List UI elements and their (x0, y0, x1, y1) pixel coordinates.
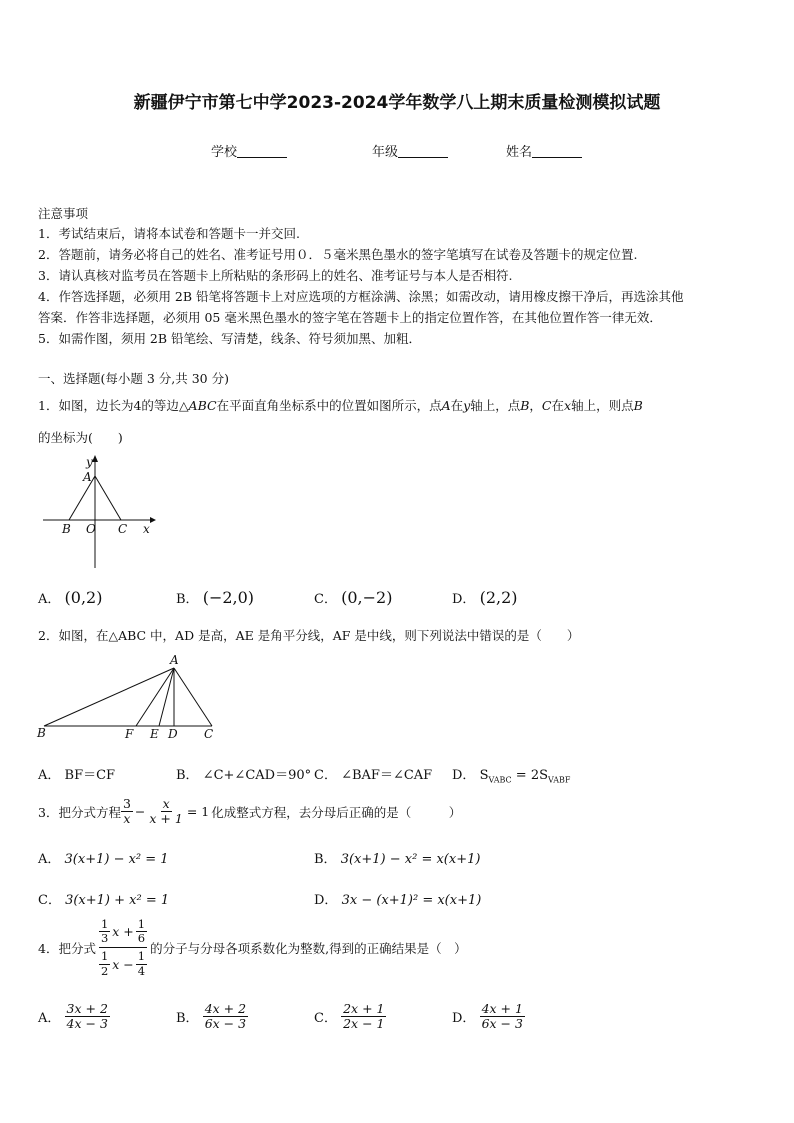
numerator: 4x + 1 (481, 1001, 523, 1016)
q4-denominator (99, 948, 147, 977)
question-1-text-line2: 的坐标为( ) (38, 430, 123, 445)
q1-option-b[interactable] (176, 588, 254, 607)
q3-option-b[interactable] (314, 848, 480, 867)
q3-text-part: 3．把分式方程 (38, 804, 121, 820)
option-subscript: VABC (488, 775, 512, 785)
question-3-text (38, 797, 461, 827)
side-ac (95, 476, 121, 520)
option-label: A． (38, 592, 61, 607)
label-b: B (62, 522, 71, 536)
numerator: 1 (100, 949, 109, 964)
q1-triangle: △ABC (178, 398, 217, 413)
q1-figure (38, 452, 163, 570)
option-value: BF＝CF (64, 768, 116, 783)
label-e: E (150, 727, 159, 741)
x-axis-arrow (150, 517, 156, 523)
question-4-text (38, 918, 467, 978)
q1-point-a: A (441, 398, 451, 413)
q1-option-c[interactable] (314, 588, 392, 607)
q4-compound-fraction (99, 918, 147, 978)
option-label: B． (176, 1011, 199, 1027)
option-value: 3(x+1) + x² = 1 (65, 893, 170, 908)
q1-point-b: B (633, 398, 643, 413)
label-x: x (143, 522, 150, 536)
q2-option-b[interactable] (176, 764, 311, 783)
option-value: (−2,0) (202, 588, 255, 607)
option-label: B． (176, 592, 199, 607)
q1-text-part: 如图，边长为 (58, 398, 134, 413)
q3-option-c[interactable] (38, 889, 169, 908)
label-a: A (170, 653, 179, 667)
denominator: 3 (100, 931, 109, 946)
numerator: x (162, 796, 170, 811)
option-value: ∠C+∠CAD＝90° (202, 768, 312, 783)
option-fraction (341, 1002, 386, 1032)
q3-fraction-2 (147, 797, 184, 827)
notice-item: 5．如需作图，须用 2B 铅笔绘、写清楚，线条、符号须加黑、加粗． (38, 331, 422, 346)
notice-heading: 注意事项 (38, 206, 89, 221)
q3-option-a[interactable] (38, 848, 169, 867)
q1-text-part: 的等边 (141, 398, 179, 413)
q1-text-part: 轴上，则点 (571, 398, 634, 413)
q2-option-a[interactable] (38, 764, 115, 783)
denominator: 4x − 3 (66, 1016, 108, 1032)
q2-option-d[interactable] (452, 764, 570, 785)
option-subscript: VABF (548, 775, 571, 785)
q1-axis-y: y (463, 398, 471, 413)
label-c: C (204, 727, 214, 741)
q2-figure (34, 652, 224, 744)
option-value: 3(x+1) − x² = x(x+1) (340, 852, 481, 867)
grade-label: 年级 (372, 145, 399, 160)
option-label: C． (38, 893, 61, 908)
q4-option-a[interactable] (38, 1002, 110, 1032)
label-y: y (86, 455, 93, 469)
section-heading: 一、选择题(每小题 3 分,共 30 分) (38, 371, 229, 386)
grade-blank (398, 145, 448, 158)
option-label: B． (314, 852, 337, 867)
q3-text-part: 化成整式方程，去分母后正确的是（ ） (211, 804, 462, 820)
school-blank (237, 145, 287, 158)
q4-text-part: 的分子与分母各项系数化为整数,得到的正确结果是（ ） (150, 940, 467, 956)
school-field (211, 141, 287, 160)
segment-ac (174, 668, 212, 726)
q1-axis-x: x (564, 398, 572, 413)
numerator: 1 (100, 917, 109, 931)
term: x + (112, 924, 134, 940)
q3-equals: = 1 (186, 804, 210, 820)
option-label: C． (314, 592, 337, 607)
option-label: D． (452, 1011, 476, 1027)
q1-option-d[interactable] (452, 588, 518, 607)
option-value: ∠BAF＝∠CAF (341, 768, 433, 783)
school-label: 学校 (211, 145, 238, 160)
label-d: D (168, 727, 178, 741)
denominator: x + 1 (149, 811, 183, 827)
question-2-text: 2．如图，在△ABC 中，AD 是高，AE 是角平分线，AF 是中线，则下列说法中错误的是（ ） (38, 628, 580, 643)
q1-option-a[interactable] (38, 588, 102, 607)
denominator: 6x − 3 (481, 1016, 523, 1032)
numerator: 3x + 2 (66, 1001, 108, 1016)
q3-operator: − (134, 804, 146, 820)
page-title: 新疆伊宁市第七中学2023-2024学年数学八上期末质量检测模拟试题 (133, 93, 661, 113)
notice-item: 答案．作答非选择题，必须用 05 毫米黑色墨水的签字笔在答题卡上的指定位置作答，在其他位置作答一律无效． (38, 310, 662, 325)
q1-point-c: C (541, 398, 552, 413)
option-value: (2,2) (479, 588, 518, 607)
label-c: C (118, 522, 128, 536)
option-label: D． (452, 768, 476, 783)
q1-point-b: B (520, 398, 530, 413)
q3-fraction-1 (121, 797, 133, 827)
label-f: F (125, 727, 134, 741)
name-blank (532, 145, 582, 158)
option-label: D． (452, 592, 476, 607)
option-value: 3(x+1) − x² = 1 (64, 852, 169, 867)
denominator: x (123, 811, 131, 827)
term: x − (112, 956, 134, 972)
option-label: C． (314, 768, 337, 783)
q4-numerator (99, 918, 147, 948)
q1-side-length: 4 (133, 398, 142, 413)
q1-text-part: 在平面直角坐标系中的位置如图所示，点 (216, 398, 442, 413)
option-value: (0,−2) (341, 588, 393, 607)
option-label: A． (38, 852, 61, 867)
coef-fraction (136, 950, 147, 977)
label-b: B (37, 726, 46, 740)
option-value: 3x − (x+1)² = x(x+1) (341, 893, 482, 908)
notice-item: 1．考试结束后，请将本试卷和答题卡一并交回. (38, 226, 300, 241)
notice-item: 4．作答选择题，必须用 2B 铅笔将答题卡上对应选项的方框涂满、涂黑；如需改动，请用橡皮擦干净后，再选涂其他 (38, 289, 684, 304)
label-o: O (86, 522, 96, 536)
denominator: 6x − 3 (204, 1016, 247, 1032)
grade-field (372, 141, 448, 160)
denominator: 6 (137, 931, 146, 946)
numerator: 3 (122, 796, 131, 811)
name-label: 姓名 (506, 145, 533, 160)
q1-text-part: 轴上，点 (470, 398, 521, 413)
option-fraction (480, 1002, 525, 1032)
q2-option-c[interactable] (314, 764, 432, 783)
q4-text-part: 4．把分式 (38, 940, 96, 956)
q4-option-b[interactable] (176, 1002, 248, 1032)
denominator: 4 (137, 963, 146, 978)
notice-item: 2．答题前，请务必将自己的姓名、准考证号用０．５毫米黑色墨水的签字笔填写在试卷及答题卡的规定位置. (38, 247, 638, 262)
option-fraction (203, 1002, 248, 1032)
q1-text-part: 在 (551, 398, 564, 413)
question-number: 1． (38, 398, 59, 413)
q4-option-c[interactable] (314, 1002, 386, 1032)
denominator: 2x − 1 (343, 1016, 385, 1032)
option-fraction (65, 1002, 110, 1032)
option-label: A． (38, 1011, 61, 1027)
option-label: A． (38, 768, 61, 783)
option-value: S (479, 768, 489, 783)
q4-option-d[interactable] (452, 1002, 525, 1032)
numerator: 4x + 2 (204, 1001, 247, 1016)
notice-item: 3．请认真核对监考员在答题卡上所粘贴的条形码上的姓名、准考证号与本人是否相符. (38, 268, 513, 283)
coef-fraction (99, 950, 110, 977)
name-field (506, 141, 582, 160)
numerator: 1 (137, 917, 146, 931)
q1-text-part: ， (529, 398, 542, 413)
question-1-text (38, 396, 643, 414)
option-label: B． (176, 768, 199, 783)
numerator: 1 (137, 949, 146, 964)
label-a: A (83, 470, 92, 484)
option-label: D． (314, 893, 338, 908)
segment-ae (159, 668, 174, 726)
option-label: C． (314, 1011, 337, 1027)
coef-fraction (136, 918, 147, 945)
y-axis-arrow (92, 455, 98, 462)
option-value: = 2S (511, 768, 548, 783)
denominator: 2 (100, 963, 109, 978)
q1-text-part: 在 (450, 398, 464, 413)
option-value: (0,2) (64, 588, 103, 607)
q3-option-d[interactable] (314, 889, 481, 908)
coef-fraction (99, 918, 110, 945)
numerator: 2x + 1 (343, 1001, 385, 1016)
